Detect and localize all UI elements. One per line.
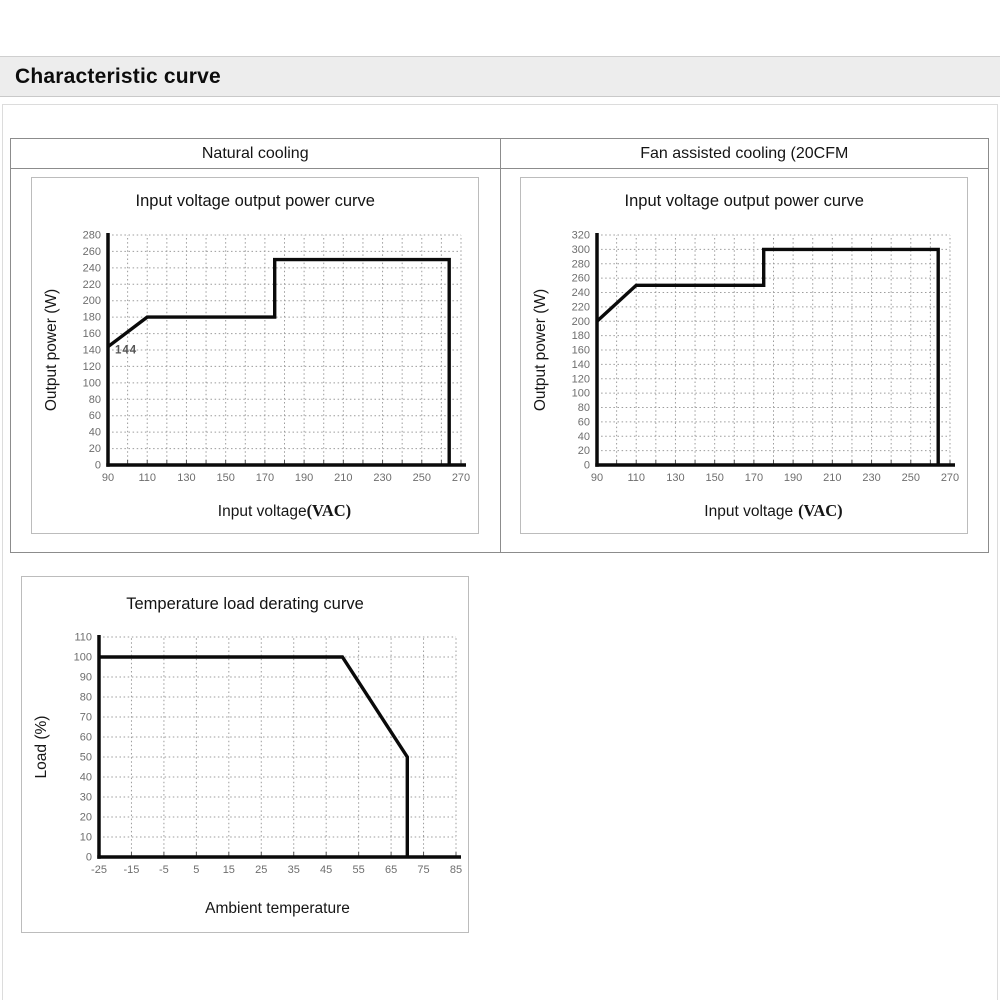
svg-text:20: 20 <box>79 811 92 824</box>
svg-text:Ambient temperature: Ambient temperature <box>205 900 350 917</box>
svg-text:0: 0 <box>85 851 92 864</box>
svg-text:260: 260 <box>82 245 102 258</box>
svg-text:150: 150 <box>705 472 725 484</box>
svg-text:80: 80 <box>79 691 92 704</box>
panel-body-fan-cooling <box>501 177 989 552</box>
svg-text:85: 85 <box>449 864 463 876</box>
section-title: Characteristic curve <box>15 64 221 88</box>
svg-text:220: 220 <box>571 301 591 314</box>
svg-text:320: 320 <box>571 229 591 242</box>
svg-text:280: 280 <box>82 229 102 242</box>
svg-text:15: 15 <box>222 864 235 876</box>
content-container <box>2 104 998 1000</box>
svg-text:270: 270 <box>941 472 960 484</box>
svg-text:80: 80 <box>89 393 102 406</box>
svg-text:20: 20 <box>89 443 102 456</box>
natural-cooling-power-chart <box>32 224 478 536</box>
svg-text:150: 150 <box>216 472 236 484</box>
svg-text:10: 10 <box>79 831 92 844</box>
svg-text:100: 100 <box>82 377 102 390</box>
svg-text:Input voltage(VAC): Input voltage (VAC) <box>704 501 843 520</box>
svg-text:40: 40 <box>89 426 102 439</box>
svg-text:30: 30 <box>79 791 92 804</box>
svg-text:160: 160 <box>82 328 102 341</box>
chart-title-fan-cooling: Input voltage output power curve <box>624 192 864 210</box>
chart-title-natural-cooling: Input voltage output power curve <box>135 192 375 210</box>
svg-text:0: 0 <box>584 459 591 472</box>
panel-header-fan-cooling: Fan assisted cooling (20CFM <box>501 139 989 169</box>
panel-header-natural-cooling: Natural cooling <box>11 139 500 169</box>
svg-text:35: 35 <box>287 864 300 876</box>
svg-text:Input voltage(VAC): Input voltage(VAC) <box>218 501 352 520</box>
svg-text:230: 230 <box>862 472 881 484</box>
svg-text:190: 190 <box>295 472 314 484</box>
svg-text:160: 160 <box>571 344 591 357</box>
svg-text:200: 200 <box>82 295 102 308</box>
panel-body-natural-cooling <box>11 177 500 552</box>
chart-box-temperature-derating <box>21 576 469 933</box>
svg-text:170: 170 <box>255 472 275 484</box>
svg-text:140: 140 <box>82 344 102 357</box>
svg-text:210: 210 <box>334 472 353 484</box>
svg-text:60: 60 <box>578 416 591 429</box>
svg-text:130: 130 <box>666 472 685 484</box>
svg-text:50: 50 <box>79 751 92 764</box>
svg-text:240: 240 <box>571 287 591 299</box>
svg-text:300: 300 <box>571 243 591 256</box>
svg-text:110: 110 <box>138 472 157 484</box>
fan-cooling-power-chart <box>521 224 967 536</box>
svg-text:90: 90 <box>79 671 92 684</box>
svg-text:5: 5 <box>193 864 200 876</box>
svg-text:180: 180 <box>571 330 591 343</box>
svg-text:200: 200 <box>571 315 591 328</box>
svg-text:Output power (W): Output power (W) <box>43 288 61 412</box>
svg-text:80: 80 <box>578 402 591 414</box>
svg-text:260: 260 <box>571 272 591 285</box>
svg-text:180: 180 <box>82 311 102 324</box>
svg-text:90: 90 <box>591 472 604 484</box>
svg-text:-15: -15 <box>123 864 140 876</box>
svg-text:Output power (W): Output power (W) <box>532 288 550 412</box>
svg-text:100: 100 <box>571 387 591 400</box>
svg-text:130: 130 <box>177 472 196 484</box>
svg-text:144: 144 <box>115 344 138 357</box>
svg-text:190: 190 <box>784 472 803 484</box>
svg-text:70: 70 <box>79 711 92 724</box>
section-header-bar <box>0 56 1000 97</box>
svg-text:25: 25 <box>255 864 268 876</box>
svg-text:270: 270 <box>452 472 471 484</box>
panel-fan-cooling <box>500 139 989 552</box>
svg-text:110: 110 <box>627 472 646 484</box>
svg-text:20: 20 <box>578 445 591 458</box>
svg-text:140: 140 <box>571 358 591 371</box>
svg-text:240: 240 <box>82 262 102 275</box>
svg-text:0: 0 <box>95 459 102 472</box>
svg-text:280: 280 <box>571 258 591 271</box>
svg-text:210: 210 <box>823 472 842 484</box>
svg-text:60: 60 <box>89 410 102 423</box>
svg-text:120: 120 <box>571 373 591 386</box>
chart-box-natural-cooling <box>31 177 479 534</box>
svg-text:100: 100 <box>73 651 92 664</box>
svg-text:250: 250 <box>412 472 432 484</box>
svg-text:40: 40 <box>79 771 92 784</box>
svg-text:60: 60 <box>79 731 92 744</box>
chart-box-fan-cooling <box>520 177 968 534</box>
svg-text:65: 65 <box>384 864 398 876</box>
svg-text:110: 110 <box>74 631 92 644</box>
svg-text:250: 250 <box>901 472 921 484</box>
svg-text:90: 90 <box>102 472 115 484</box>
svg-text:220: 220 <box>82 278 102 291</box>
svg-text:230: 230 <box>373 472 392 484</box>
temperature-derating-chart <box>22 623 470 933</box>
svg-text:170: 170 <box>744 472 764 484</box>
panel-natural-cooling <box>11 139 500 552</box>
svg-text:120: 120 <box>82 360 102 373</box>
svg-text:75: 75 <box>417 864 430 876</box>
svg-text:45: 45 <box>320 864 333 876</box>
svg-text:40: 40 <box>578 430 591 443</box>
svg-text:-25: -25 <box>91 864 107 876</box>
svg-text:Load (%): Load (%) <box>33 715 50 779</box>
svg-text:55: 55 <box>352 864 365 876</box>
cooling-panels-table <box>10 138 989 553</box>
chart-title-temperature-derating: Temperature load derating curve <box>126 595 364 613</box>
svg-text:-5: -5 <box>159 864 169 876</box>
